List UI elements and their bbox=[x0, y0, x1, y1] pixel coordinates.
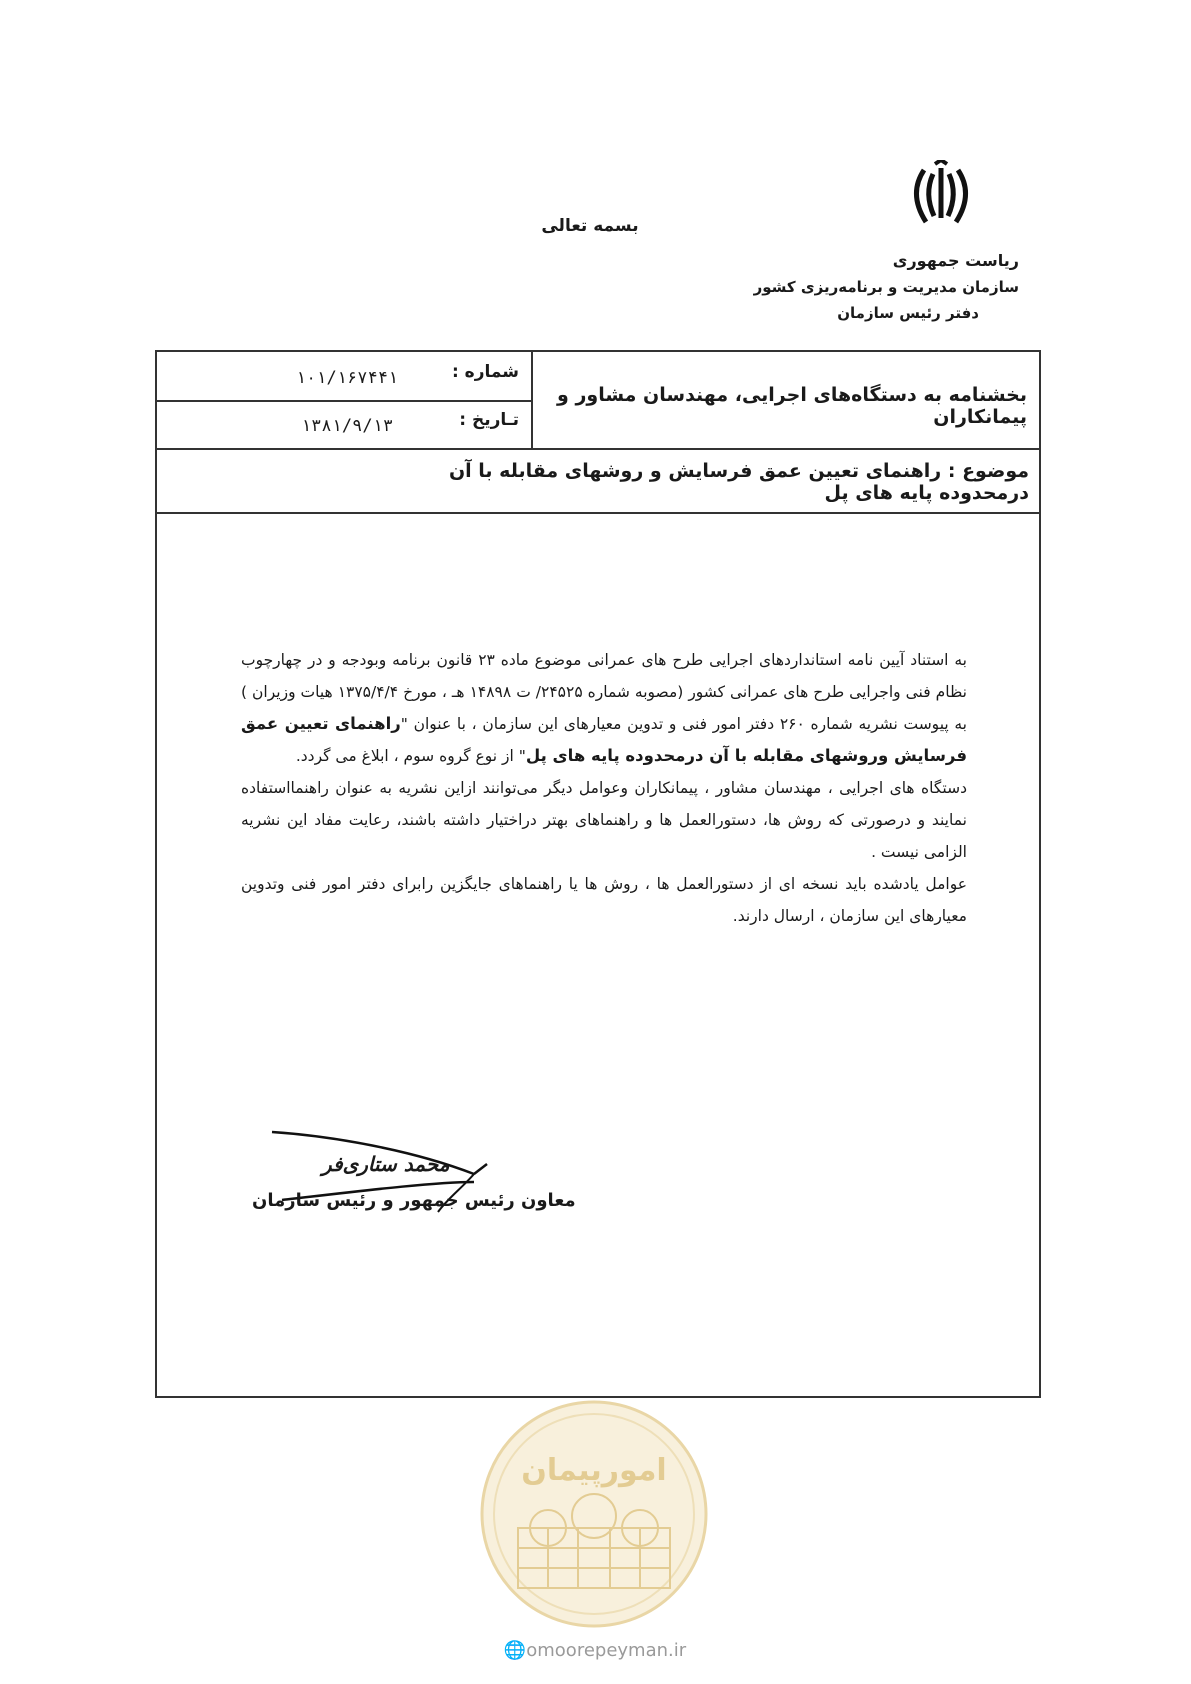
addressee: بخشنامه به دستگاه‌های اجرایی، مهندسان مشاور و پیمانکاران bbox=[557, 384, 1027, 428]
seal-text: امورپیمان bbox=[521, 1453, 667, 1488]
date-value: ۱۳۸۱/۹/۱۳ bbox=[300, 416, 394, 436]
header-mid-divider bbox=[157, 400, 531, 402]
iran-emblem-icon bbox=[906, 160, 976, 232]
header-vertical-divider bbox=[531, 352, 533, 448]
number-label: شماره : bbox=[451, 362, 519, 382]
footer-url[interactable]: 🌐omoorepeyman.ir bbox=[503, 1640, 687, 1661]
signatory-name: محمد ستاری‌فر bbox=[322, 1152, 450, 1176]
organization-label: سازمان مدیریت و برنامه‌ریزی کشور bbox=[753, 278, 1019, 296]
number-value: ۱۰۱/۱۶۷۴۴۱ bbox=[295, 368, 399, 388]
header-divider bbox=[157, 448, 1039, 450]
publication-title: راهنمای تعیین عمق فرسایش وروشهای مقابله با آن درمحدوده پایه های پل bbox=[241, 714, 967, 765]
letter-body bbox=[241, 644, 967, 932]
body-paragraph-3: عوامل یادشده باید نسخه ای از دستورالعمل ها ، روش ها یا راهنماهای جایگزین رابرای دفتر امور فنی وتدوین معیارهای این سازمان ، ارسال دارند. bbox=[241, 875, 967, 925]
subject-divider bbox=[157, 512, 1039, 514]
subject-line: موضوع : راهنمای تعیین عمق فرسایش و روشهای مقابله با آن درمحدوده پایه های پل bbox=[448, 460, 1029, 504]
presidency-label: ریاست جمهوری bbox=[892, 251, 1019, 270]
date-label: تـاریخ : bbox=[459, 410, 519, 430]
office-label: دفتر رئیس سازمان bbox=[837, 304, 979, 322]
basmala: بسمه تعالی bbox=[541, 216, 639, 236]
body-paragraph-2: دستگاه های اجرایی ، مهندسان مشاور ، پیمانکاران وعوامل دیگر می‌توانند ازاین نشریه به عنوان راهنمااستفاده نمایند و درصورتی که روش ها، دستورالعمل ها و راهنماهای بهتر دراختیار داشته باشند، رعایت مفاد این نشریه الزامی نیست . bbox=[241, 779, 967, 861]
watermark-seal-icon bbox=[478, 1398, 710, 1630]
signatory-title: معاون رئیس جمهور و رئیس سازمان bbox=[252, 1190, 576, 1211]
globe-icon: 🌐 bbox=[503, 1640, 527, 1661]
handwritten-signature bbox=[212, 1122, 512, 1232]
letter-frame bbox=[155, 350, 1041, 1398]
letterhead-organization bbox=[719, 248, 1019, 326]
body-paragraph-1: به استناد آیین نامه استانداردهای اجرایی طرح های عمرانی موضوع ماده ۲۳ قانون برنامه وبودجه و در چهارچوب نظام فنی واجرایی طرح های عمرانی کشور (مصوبه شماره ۲۴۵۲۵/ ت ۱۴۸۹۸ هـ ، مورخ ۱۳۷۵/۴/۴ هیات وزیران ) به پیوست نشریه شماره ۲۶۰ دفتر امور فنی و تدوین معیارهای این سازمان ، با عنوان "راهنمای تعیین عمق فرسایش وروشهای مقابله با آن درمحدوده پایه های پل" از نوع گروه سوم ، ابلاغ می گردد. bbox=[241, 651, 967, 765]
